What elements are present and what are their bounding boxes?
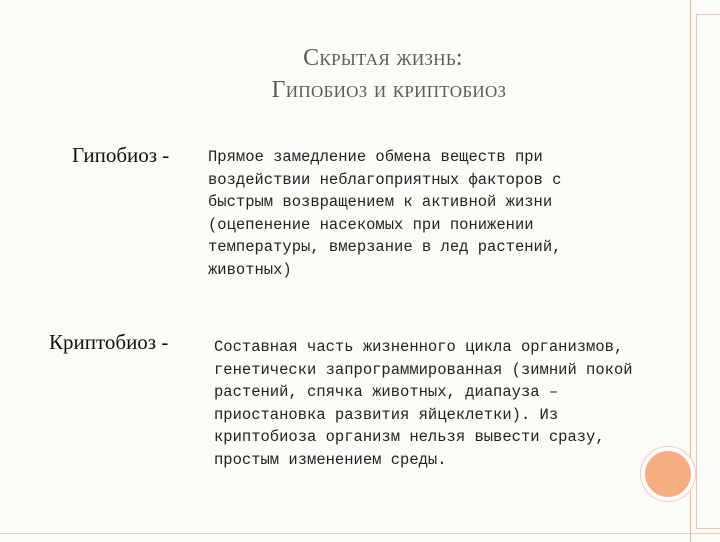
definition-cryptobiosis: Составная часть жизненного цикла организмов, генетически запрограммированная (зимний покой растений, спячка животных, диапауза – приостановка развития яйцеклетки). Из криптобиоза организм нельзя вывести сразу, простым изменением среды. <box>214 338 633 469</box>
term-hypobiosis: Гипобиоз - <box>72 143 170 167</box>
decorative-bottom-line <box>0 533 720 534</box>
decorative-circle-icon <box>641 447 695 501</box>
title-line-1: Скрытая жизнь: <box>303 45 463 71</box>
slide-title <box>0 42 690 106</box>
title-line-2: Гипобиоз и криптобиоз <box>271 77 507 103</box>
term-cryptobiosis: Криптобиоз - <box>49 330 169 354</box>
definition-hypobiosis: Прямое замедление обмена веществ при воздействии неблагоприятных факторов с быстрым возвращением к активной жизни (оцепенение насекомых при понижении температуры, вмерзание в лед растений, животных) <box>208 148 562 279</box>
